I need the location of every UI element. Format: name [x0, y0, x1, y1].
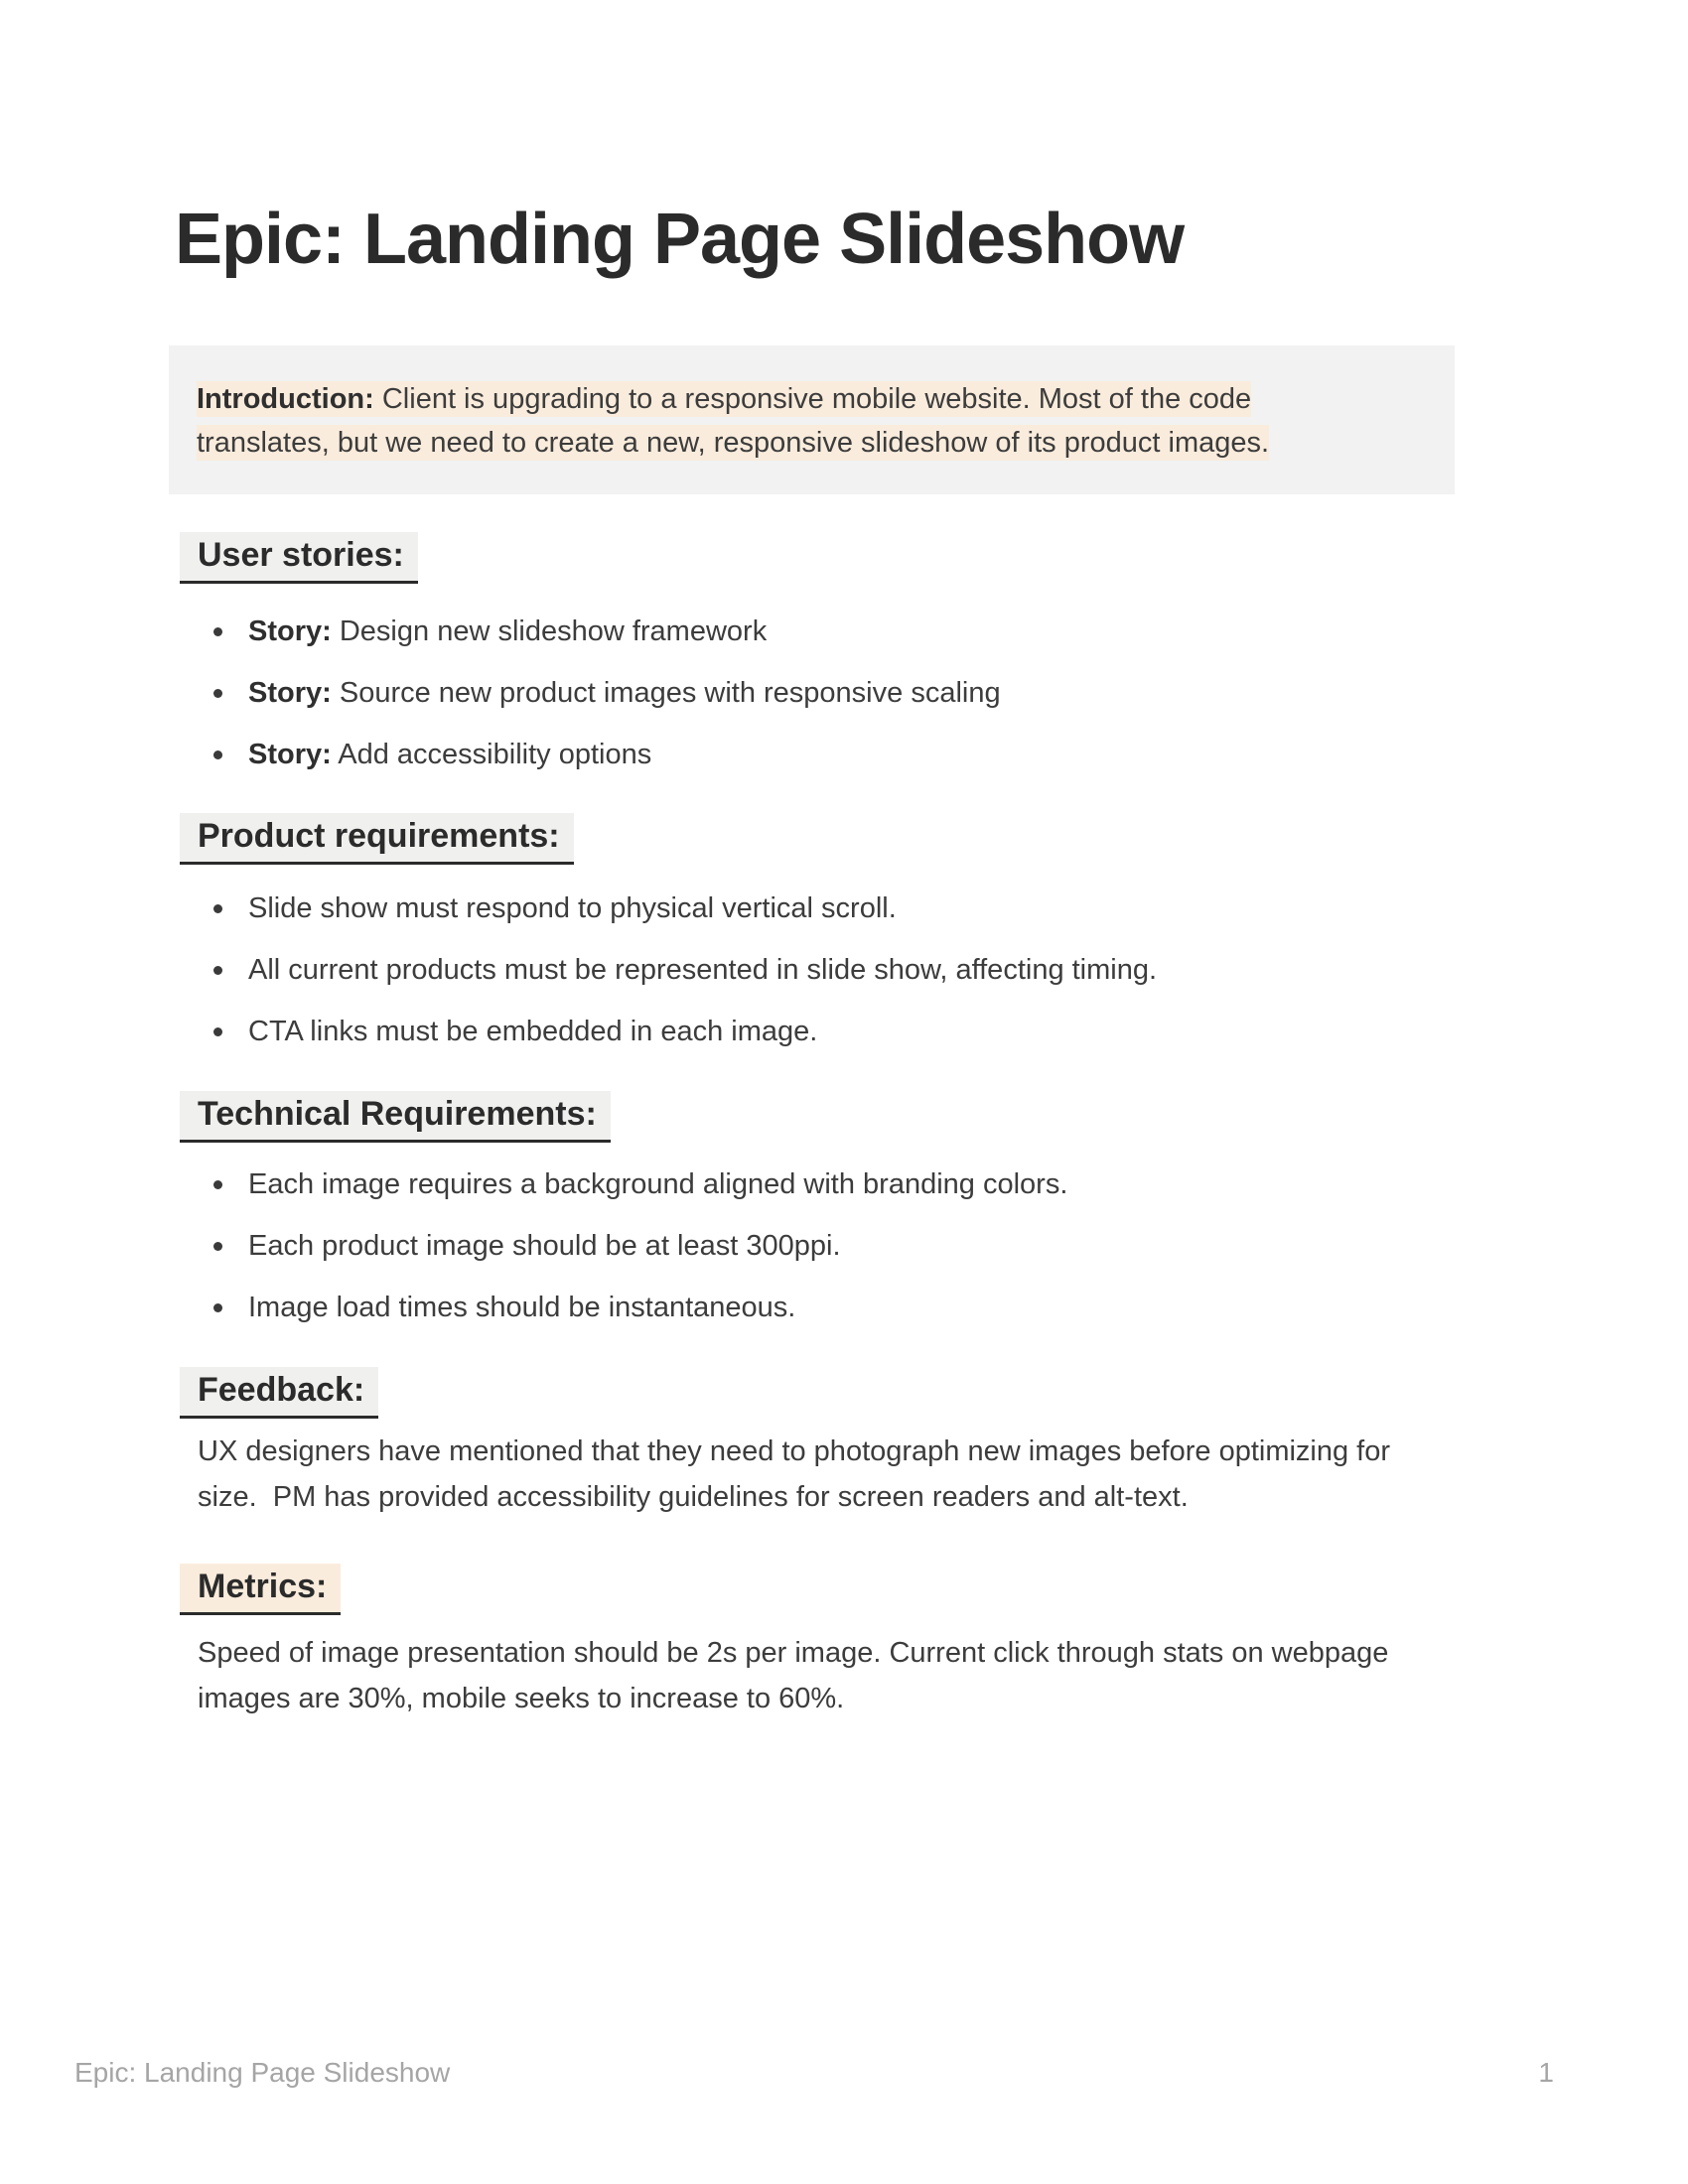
metrics-paragraph: Speed of image presentation should be 2s per image. Current click through stats on webpage images are 30%, mobile seeks to increase to 60%. [198, 1637, 1389, 1714]
section-heading-feedback [198, 1367, 1455, 1419]
story-text: Source new product images with responsive scaling [339, 677, 1001, 709]
story-text: Add accessibility options [338, 739, 652, 770]
technical-requirements-list [198, 1162, 1455, 1329]
page-footer [74, 2057, 1554, 2089]
intro-callout [169, 345, 1455, 494]
list-item [198, 671, 1455, 715]
story-label: Story: [248, 677, 332, 709]
intro-text: Client is upgrading to a responsive mobile website. Most of the code translates, but we need to create a new, responsive slideshow of its product images. [197, 383, 1270, 459]
product-requirements-heading-text: Product requirements: [180, 813, 574, 865]
story-label: Story: [248, 739, 332, 770]
technical-requirements-heading-text: Technical Requirements: [180, 1091, 611, 1143]
footer-page-number: 1 [1538, 2057, 1554, 2088]
section-heading-user-stories [198, 532, 1455, 584]
story-text: Design new slideshow framework [339, 615, 768, 647]
user-stories-list [198, 610, 1455, 776]
story-label: Story: [248, 615, 332, 647]
feedback-paragraph: UX designers have mentioned that they need to photograph new images before optimizing for size. PM has provided accessibility guidelines for screen readers and alt-text. [198, 1435, 1391, 1513]
list-item: All current products must be represented in slide show, affecting timing. [198, 948, 1455, 992]
product-requirements-list [198, 887, 1455, 1053]
document-content [169, 0, 1455, 1721]
footer-title: Epic: Landing Page Slideshow [74, 2057, 451, 2088]
list-item [198, 733, 1455, 776]
section-heading-product-requirements [198, 813, 1455, 865]
intro-label: Introduction: [197, 383, 374, 415]
intro-paragraph [197, 377, 1348, 465]
list-item: Image load times should be instantaneous. [198, 1286, 1455, 1329]
list-item [198, 610, 1455, 653]
list-item: CTA links must be embedded in each image. [198, 1010, 1455, 1053]
user-stories-heading-text: User stories: [180, 532, 418, 584]
section-heading-technical-requirements [198, 1091, 1455, 1143]
list-item: Each product image should be at least 300ppi. [198, 1224, 1455, 1268]
list-item: Each image requires a background aligned with branding colors. [198, 1162, 1455, 1206]
section-heading-metrics [198, 1564, 1455, 1615]
feedback-heading-text: Feedback: [180, 1367, 378, 1419]
metrics-heading-text: Metrics: [180, 1564, 341, 1615]
document-title: Epic: Landing Page Slideshow [175, 200, 1185, 279]
list-item: Slide show must respond to physical vertical scroll. [198, 887, 1455, 930]
